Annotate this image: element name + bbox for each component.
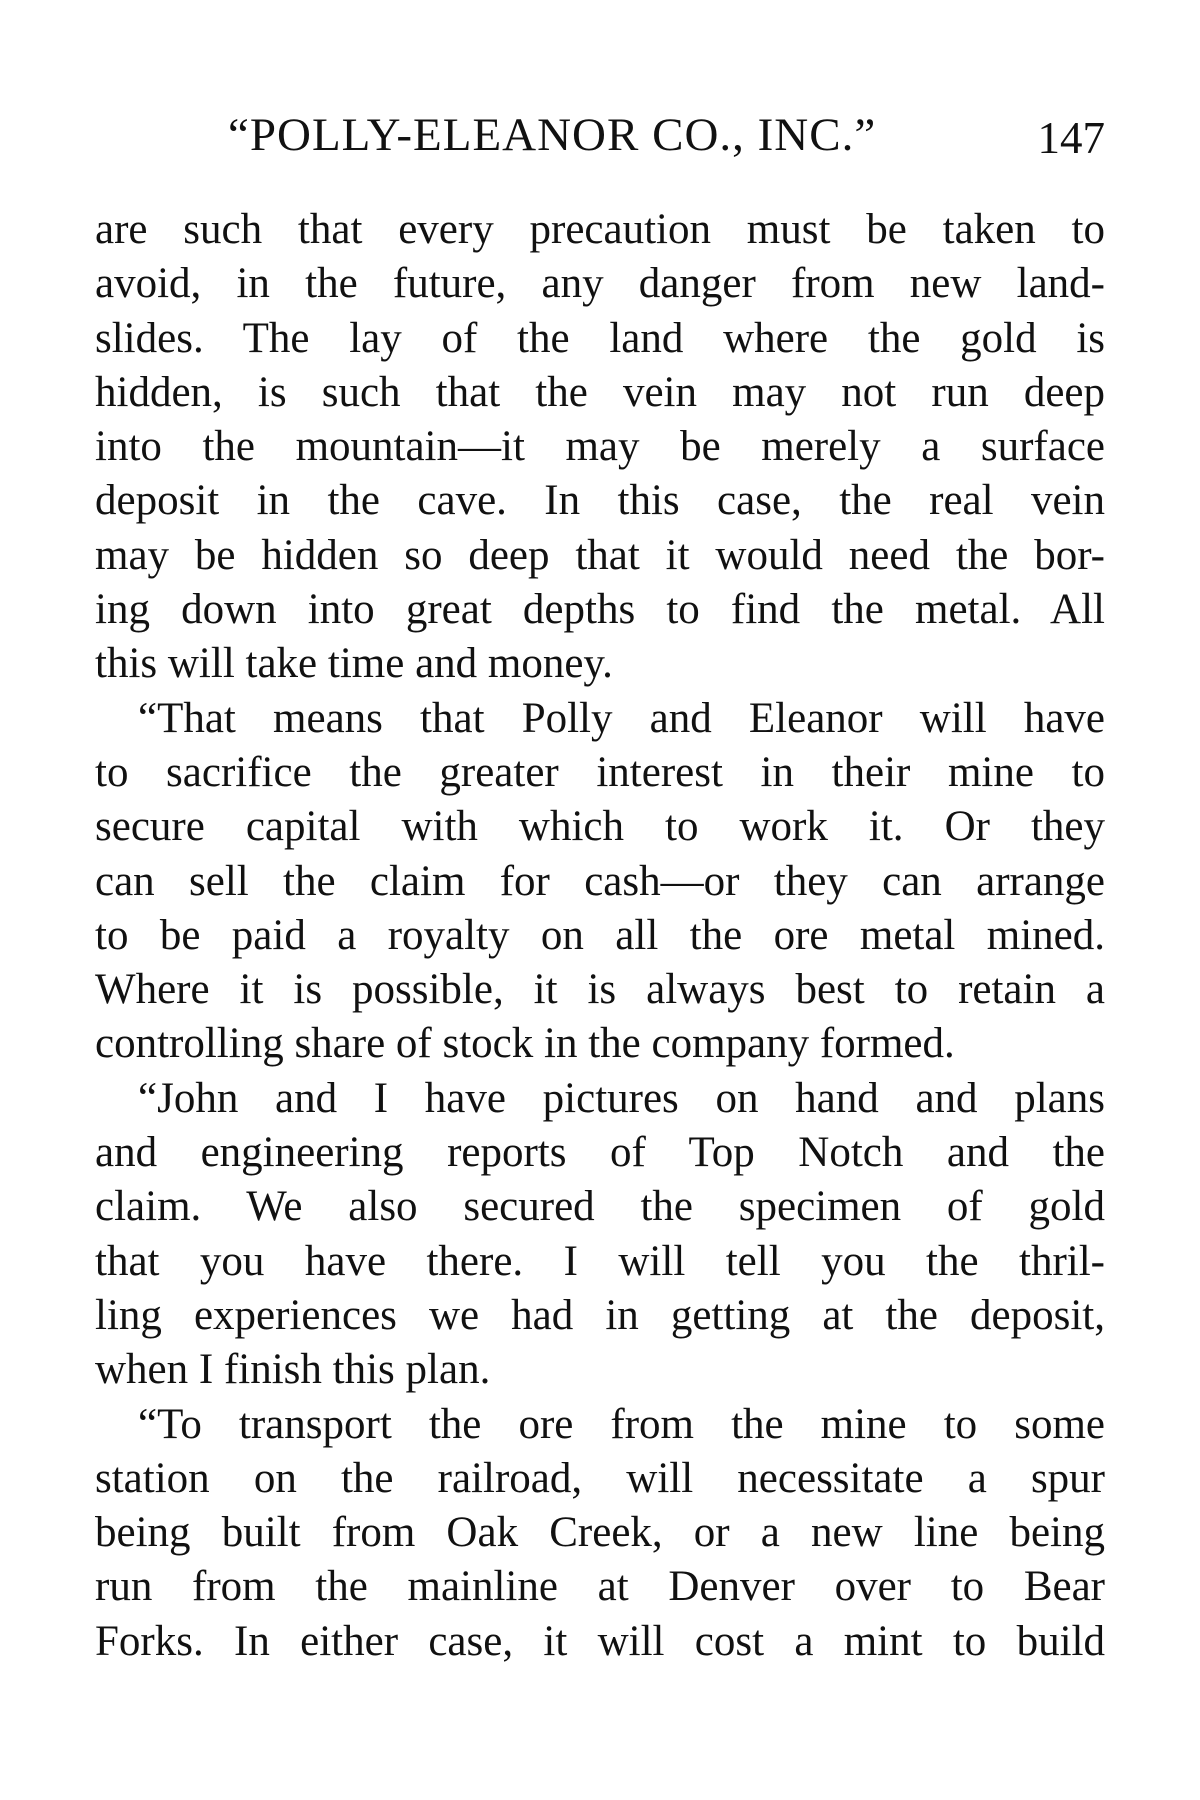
text-line: may be hidden so deep that it would need the bor- (95, 531, 1105, 579)
text-line: into the mountain—it may be merely a surface (95, 423, 1105, 471)
paragraph (95, 692, 1105, 1072)
text-line: Where it is possible, it is always best to retain a (95, 966, 1105, 1014)
text-line: slides. The lay of the land where the gold is (95, 314, 1105, 362)
paragraph (95, 203, 1105, 692)
running-title: “POLLY-ELEANOR CO., INC.” (228, 109, 877, 161)
text-line: avoid, in the future, any danger from new land- (95, 260, 1105, 308)
text-line: station on the railroad, will necessitate a spur (95, 1454, 1105, 1502)
text-line: are such that every precaution must be taken to (95, 206, 1105, 253)
text-line: being built from Oak Creek, or a new line being (95, 1509, 1105, 1557)
text-line: deposit in the cave. In this case, the real vein (95, 477, 1105, 525)
running-head (95, 108, 1105, 168)
text-line: claim. We also secured the specimen of gold (95, 1183, 1105, 1231)
text-line: and engineering reports of Top Notch and the (95, 1129, 1105, 1177)
text-line: hidden, is such that the vein may not run deep (95, 368, 1105, 416)
paragraph (95, 1072, 1105, 1398)
text-line: secure capital with which to work it. Or they (95, 803, 1105, 851)
page-number: 147 (1037, 113, 1105, 163)
text-line: run from the mainline at Denver over to Bear (95, 1563, 1105, 1611)
text-line: controlling share of stock in the company formed. (95, 1020, 955, 1068)
body-text (95, 203, 1105, 1669)
text-line: that you have there. I will tell you the thril- (95, 1237, 1105, 1285)
text-line: to be paid a royalty on all the ore metal mined. (95, 911, 1105, 959)
text-line: this will take time and money. (95, 640, 613, 688)
text-line: “That means that Polly and Eleanor will have (138, 694, 1105, 742)
text-line: “To transport the ore from the mine to some (138, 1400, 1105, 1448)
text-line: when I finish this plan. (95, 1346, 491, 1394)
paragraph (95, 1398, 1105, 1669)
text-line: “John and I have pictures on hand and plans (138, 1074, 1105, 1122)
text-line: Forks. In either case, it will cost a mint to build (95, 1617, 1105, 1665)
text-line: to sacrifice the greater interest in their mine to (95, 748, 1105, 796)
text-line: ing down into great depths to find the metal. All (95, 586, 1105, 634)
text-line: ling experiences we had in getting at the deposit, (95, 1291, 1105, 1339)
text-line: can sell the claim for cash—or they can arrange (95, 857, 1105, 905)
